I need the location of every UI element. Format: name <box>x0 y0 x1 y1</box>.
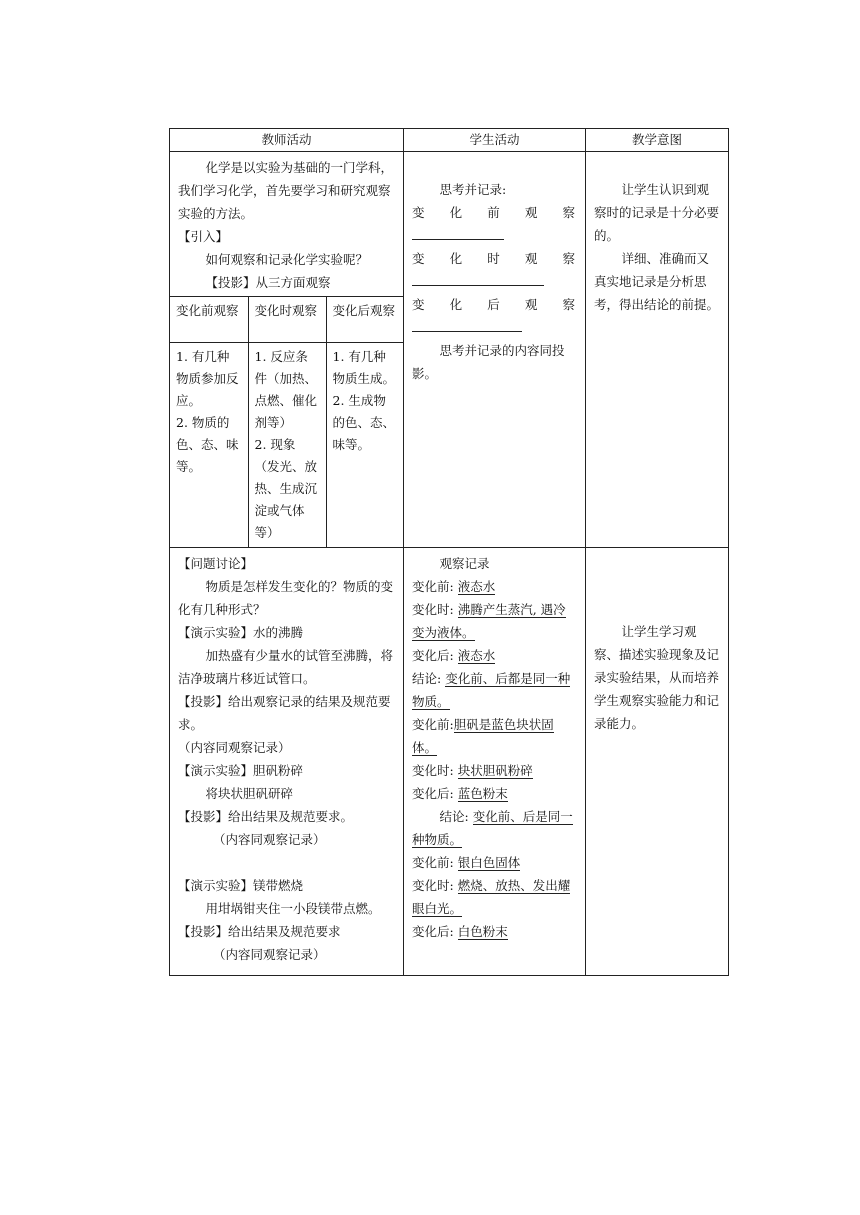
obs-row: 变化后: 液态水 <box>412 648 496 663</box>
obs-row: 变化时: 块状胆矾粉碎 <box>412 763 533 778</box>
record-before-blank <box>412 225 504 240</box>
student-cell-1 <box>404 152 586 548</box>
intent-record-necessary: 让学生认识到观察时的记录是十分必要的。 <box>594 182 720 243</box>
teacher-cell-1 <box>170 152 404 548</box>
exp-crush-projection: 【投影】给出结果及规范要求。 <box>178 809 354 824</box>
row-experiments <box>170 548 729 976</box>
student-think-record: 思考并记录: <box>439 182 507 197</box>
obs-value: 沸腾产生蒸汽, 遇冷变为液体。 <box>412 602 566 640</box>
obs-row: 变化前: 银白色固体 <box>412 855 521 870</box>
obs-value: 块状胆矾粉碎 <box>457 763 533 778</box>
obs-row: 结论: 变化前、后是同一种物质。 <box>412 809 573 847</box>
row-observation-method <box>170 152 729 548</box>
exp-boiling-heading: 【演示实验】水的沸腾 <box>178 625 304 640</box>
header-row <box>170 129 729 152</box>
aspect-during-header: 变化时观察 <box>248 297 326 343</box>
aspect-before-header: 变化前观察 <box>170 297 248 343</box>
header-intent: 教学意图 <box>586 129 729 152</box>
header-teacher: 教师活动 <box>170 129 404 152</box>
obs-value: 银白色固体 <box>457 855 521 870</box>
obs-row: 变化时: 沸腾产生蒸汽, 遇冷变为液体。 <box>412 602 566 640</box>
obs-value: 白色粉末 <box>457 924 508 939</box>
intro-paragraph: 化学是以实验为基础的一门学科，我们学习化学，首先要学习和研究观察实验的方法。 <box>178 160 394 221</box>
lesson-plan <box>169 128 728 976</box>
obs-row: 变化后: 白色粉末 <box>412 924 508 939</box>
exp-boiling-projection: 【投影】给出观察记录的结果及规范要求。 <box>178 694 391 732</box>
obs-row: 变化后: 蓝色粉末 <box>412 786 508 801</box>
obs-value: 变化前、后都是同一种物质。 <box>412 671 571 709</box>
exp-magnesium-steps: 用坩埚钳夹住一小段镁带点燃。 <box>205 901 381 916</box>
obs-value: 液态水 <box>457 648 496 663</box>
obs-value: 变化前、后是同一种物质。 <box>412 809 573 847</box>
projection-heading: 【投影】从三方面观察 <box>205 275 331 290</box>
intent-cell-1 <box>586 152 729 548</box>
exp-magnesium-heading: 【演示实验】镁带燃烧 <box>178 878 304 893</box>
obs-row: 变化前: 液态水 <box>412 579 496 594</box>
intent-observe-describe: 让学生学习观察、描述实验现象及记录实验结果，从而培养学生观察实验能力和记录能力。 <box>594 624 720 731</box>
intro-question: 如何观察和记录化学实验呢？ <box>205 252 369 267</box>
exp-boiling-note: （内容同观察记录） <box>178 740 291 755</box>
discussion-question: 物质是怎样发生变化的？物质的变化有几种形式？ <box>178 579 394 617</box>
obs-value: 燃烧、放热、发出耀眼白光。 <box>412 878 571 916</box>
student-same-as-projection: 思考并记录的内容同投影。 <box>412 343 565 381</box>
exp-magnesium-note: （内容同观察记录） <box>213 947 326 962</box>
obs-value: 液态水 <box>457 579 496 594</box>
intent-cell-2 <box>586 548 729 976</box>
intro-heading: 【引入】 <box>178 229 229 244</box>
record-after-blank <box>412 317 522 332</box>
aspect-after-header: 变化后观察 <box>326 297 403 343</box>
lesson-table <box>169 128 729 976</box>
observation-record-title: 观察记录 <box>439 556 490 571</box>
obs-row: 结论: 变化前、后都是同一种物质。 <box>412 671 571 709</box>
exp-crush-steps: 将块状胆矾研碎 <box>205 786 294 801</box>
student-cell-2 <box>404 548 586 976</box>
exp-crush-heading: 【演示实验】胆矾粉碎 <box>178 763 304 778</box>
observation-aspects-table <box>170 296 403 547</box>
intent-record-detail: 详细、准确而又真实地记录是分析思考，得出结论的前提。 <box>594 251 720 312</box>
record-before-label: 变化前观察 <box>412 205 577 220</box>
exp-boiling-steps: 加热盛有少量水的试管至沸腾，将洁净玻璃片移近试管口。 <box>178 648 394 686</box>
aspect-before-content: 1. 有几种物质参加反应。 2. 物质的色、态、味等。 <box>170 343 248 548</box>
obs-value: 蓝色粉末 <box>457 786 508 801</box>
record-after-label: 变化后观察 <box>412 297 577 312</box>
exp-magnesium-projection: 【投影】给出结果及规范要求 <box>178 924 341 939</box>
record-during-blank <box>412 271 544 286</box>
aspect-after-content: 1. 有几种物质生成。 2. 生成物的色、态、味等。 <box>326 343 403 548</box>
obs-value: 胆矾是蓝色块状固体。 <box>412 717 554 755</box>
header-student: 学生活动 <box>404 129 586 152</box>
obs-row: 变化前:胆矾是蓝色块状固体。 <box>412 717 554 755</box>
discussion-heading: 【问题讨论】 <box>178 556 254 571</box>
aspect-during-content: 1. 反应条件（加热、点燃、催化剂等） 2. 现象（发光、放热、生成沉淀或气体等） <box>248 343 326 548</box>
obs-row: 变化时: 燃烧、放热、发出耀眼白光。 <box>412 878 571 916</box>
record-during-label: 变化时观察 <box>412 251 577 266</box>
teacher-cell-2 <box>170 548 404 976</box>
exp-crush-note: （内容同观察记录） <box>213 832 326 847</box>
